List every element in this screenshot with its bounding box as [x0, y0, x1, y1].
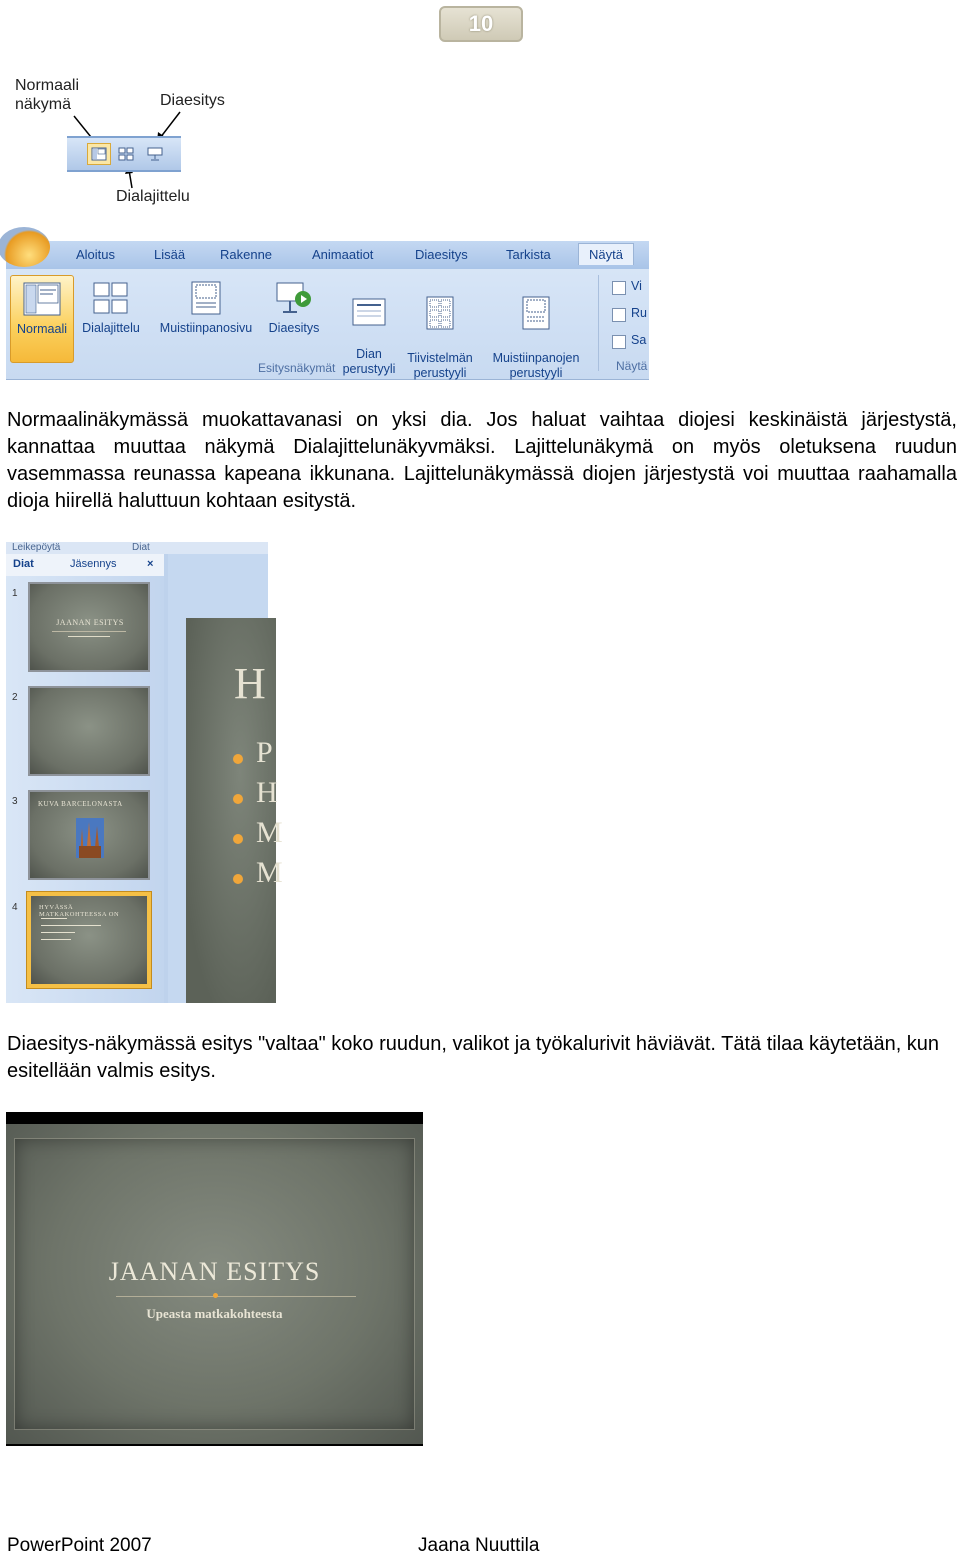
tab-tarkista[interactable]: Tarkista: [506, 247, 551, 262]
clipboard-label: Leikepöytä: [12, 542, 61, 553]
ribbon: [6, 241, 649, 380]
slide-title: KUVA BARCELONASTA: [38, 800, 123, 808]
checkbox-3-label: Sa: [631, 333, 647, 347]
bullet: [233, 874, 243, 884]
paragraph-slideshow-view: Diaesitys-näkymässä esitys "valtaa" koko ruudun, valikot ja työkalurivit häviävät. Tätä tilaa käytetään, kun esitellään valmis esitys.: [7, 1033, 940, 1082]
slide-thumbnail[interactable]: [28, 790, 150, 880]
bullet-letter: M: [256, 856, 283, 889]
slides-group-label: Diat: [132, 542, 150, 553]
cathedral-photo: [76, 818, 104, 858]
slide-master-button[interactable]: [340, 275, 398, 377]
notes-master-button[interactable]: [482, 275, 590, 381]
slide-thumbnail[interactable]: [28, 686, 150, 776]
tab-animaatiot[interactable]: Animaatiot: [312, 247, 374, 262]
callout-slideshow: Diaesitys: [160, 92, 225, 109]
show-group-label: Näytä: [616, 359, 648, 373]
notes-master-label: Muistiinpanojen perustyyli: [492, 351, 580, 380]
bullet: [233, 794, 243, 804]
bullet: [233, 834, 243, 844]
normal-label: Normaali: [16, 322, 67, 336]
tab-nayta[interactable]: Näytä: [578, 243, 634, 265]
slide-master-label: Dian perustyyli: [342, 347, 396, 376]
callout-normal-view: Normaali näkymä: [15, 77, 80, 113]
divider: [52, 631, 126, 632]
bullet: [233, 754, 243, 764]
footer-author: Jaana Nuuttila: [418, 1535, 540, 1556]
bullet-letter: M: [256, 816, 283, 849]
close-icon[interactable]: ×: [147, 558, 154, 570]
checkbox-1-label: Vi: [631, 279, 642, 293]
notes-master-icon: [522, 296, 550, 330]
tab-lisaa[interactable]: Lisää: [154, 247, 186, 262]
paragraph-normal-view: Normaalinäkymässä muokattavanasi on yksi dia. Jos haluat vaihtaa diojesi keskinäistä järjestystä, kannattaa muuttaa näkymä Dialajittelunäkyvmäksi. Lajittelunäkymä on myös oletuksena ruudun vasemmassa reunassa kapeana ikkunana. Lajittelunäkymässä diojen järjestystä voi muuttaa raahamalla dioja hiirellä haluttuun kohtaan esitystä.: [7, 409, 957, 512]
slide-sorter-ribbon-button[interactable]: [74, 275, 148, 336]
slide-number: 1: [12, 588, 18, 599]
slide-master-icon: [352, 298, 386, 326]
bullet-letter: P: [256, 736, 273, 769]
divider-ornament: [213, 1293, 218, 1298]
normal-button[interactable]: [10, 275, 74, 363]
handout-master-label: Tiivistelmän perustyyli: [407, 351, 473, 380]
bullet-line: [41, 932, 75, 933]
slide-number: 3: [12, 796, 18, 807]
checkbox-3[interactable]: [612, 335, 626, 349]
pane-top-bar: [6, 542, 268, 554]
slide-number: 2: [12, 692, 18, 703]
view-buttons-bar: [67, 136, 181, 172]
main-slide: [186, 618, 283, 1003]
handout-master-button[interactable]: [400, 275, 480, 381]
ribbon-separator: [598, 275, 599, 371]
slideshow-button[interactable]: [143, 143, 167, 165]
slide-subtitle: Upeasta matkakohteesta: [146, 1306, 283, 1321]
page-number: 10: [439, 6, 523, 42]
slide-title: HYVÄSSÄ MATKAKOHTEESSA ON: [39, 904, 120, 918]
bullet-line: [41, 925, 101, 926]
slide-sorter-icon: [118, 147, 134, 161]
bullet-line: [41, 939, 71, 940]
presentation-views-group: [6, 269, 598, 379]
tab-aloitus[interactable]: Aloitus: [76, 247, 116, 262]
checkbox-1[interactable]: [612, 281, 626, 295]
bullet-letter: H: [256, 776, 278, 809]
title-divider: [116, 1296, 356, 1297]
slide-sorter-button[interactable]: [114, 143, 138, 165]
slideshow-icon: [147, 147, 163, 161]
notes-page-label: Muistiinpanosivu: [159, 321, 253, 335]
slides-pane-screenshot: [6, 542, 283, 1003]
slide-thumbnail[interactable]: [28, 582, 150, 672]
slide-number: 4: [12, 902, 18, 913]
tab-diaesitys[interactable]: Diaesitys: [415, 247, 468, 262]
slide-sorter-label: Dialajittelu: [82, 321, 140, 335]
subtitle-line: [68, 636, 110, 637]
callout-slide-sorter: Dialajittelu: [116, 188, 190, 205]
handout-master-icon: [426, 296, 454, 330]
tab-outline[interactable]: Jäsennys: [70, 558, 117, 570]
normal-view-button[interactable]: [87, 143, 111, 165]
slide-heading-letter: H: [234, 659, 266, 708]
ribbon-tab-bar: [6, 241, 649, 269]
checkbox-2[interactable]: [612, 308, 626, 322]
slideshow-ribbon-label: Diaesitys: [268, 321, 320, 335]
slideshow-screenshot: [6, 1112, 423, 1446]
pane-tabs: [6, 554, 164, 577]
office-button[interactable]: [0, 227, 50, 267]
tab-slides[interactable]: Diat: [13, 558, 34, 570]
title-slide: [6, 1124, 423, 1444]
notes-page-icon: [191, 281, 221, 315]
slide-title: JAANAN ESITYS: [56, 618, 124, 627]
checkbox-2-label: Ru: [631, 306, 647, 320]
normal-icon: [23, 282, 61, 316]
presentation-views-group-label: Esitysnäkymät: [258, 361, 336, 375]
slideshow-ribbon-button[interactable]: [264, 275, 324, 336]
normal-view-icon: [91, 147, 107, 161]
tab-rakenne[interactable]: Rakenne: [220, 247, 273, 262]
bullet-line: [41, 918, 67, 919]
notes-page-button[interactable]: [150, 275, 262, 336]
slide-thumbnail-list: [6, 576, 164, 1003]
slide-thumbnail-selected[interactable]: [27, 892, 151, 988]
slideshow-ribbon-icon: [275, 279, 313, 315]
footer-left: PowerPoint 2007: [7, 1535, 152, 1556]
main-slide-area: [168, 554, 283, 1003]
slide-sorter-ribbon-icon: [93, 281, 129, 315]
slide-title: JAANAN ESITYS: [108, 1257, 321, 1286]
